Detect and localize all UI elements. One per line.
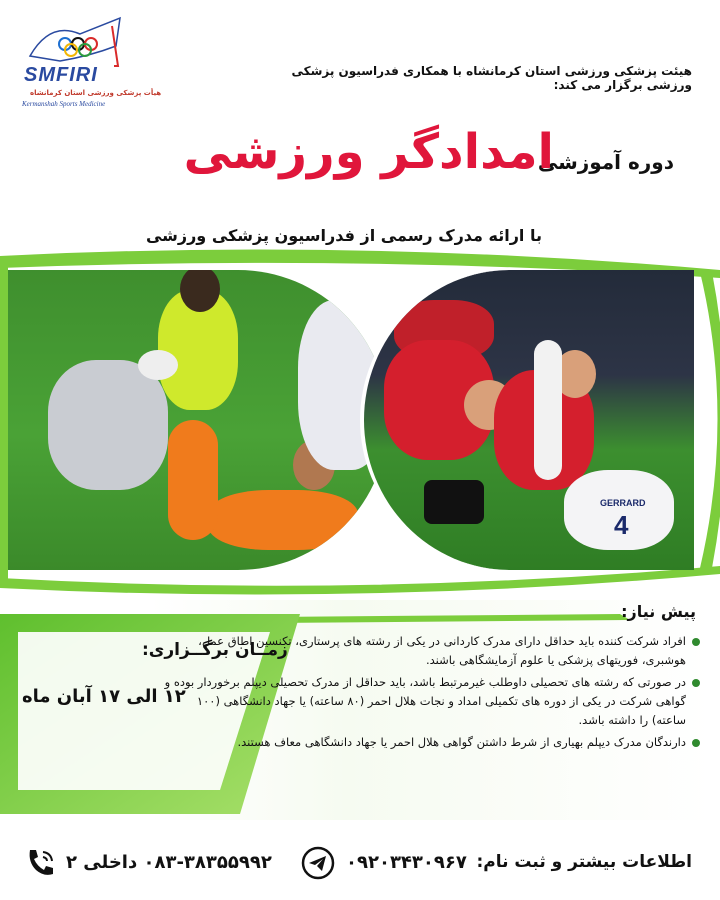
jersey-name: GERRARD bbox=[600, 498, 646, 508]
schedule-value: ۱۲ الی ۱۷ آبان ماه bbox=[22, 686, 186, 707]
photo-field-injury bbox=[8, 270, 388, 570]
telegram-icon bbox=[300, 845, 336, 881]
injured-player-figure bbox=[208, 490, 358, 550]
player-leg bbox=[168, 420, 218, 540]
mobile-number: ۰۹۲۰۳۴۳۰۹۶۷ bbox=[346, 852, 467, 873]
landline-number: ۰۸۳-۳۸۳۵۵۹۹۲ داخلی ۲ bbox=[66, 852, 272, 873]
organizer-line: هیئت پزشکی ورزشی استان کرمانشاه با همکاری فدراسیون پزشکی ورزشی برگزار می کند: bbox=[291, 64, 692, 92]
schedule-label: زمــان برگــزاری: bbox=[142, 640, 288, 660]
certificate-line: با ارائه مدرک رسمی از فدراسیون پزشکی ورزشی bbox=[145, 226, 542, 245]
medical-bag bbox=[424, 480, 484, 524]
course-title: امدادگر ورزشی bbox=[183, 124, 554, 180]
jersey-number: 4 bbox=[614, 510, 629, 540]
list-item: در صورتی که رشته های تحصیلی داوطلب غیرمرتبط باشد، باید حداقل از مدرک تحصیلی دیپلم برخوردار بوده و گواهی شرکت در یکی از دوره های تکمیلی امداد و نجات هلال احمر (۸۰ ساعته) یا جهاد دانشگاهی (۱۰۰ ساعته) را داشته باشد. bbox=[160, 673, 700, 730]
contact-label: اطلاعات بیشتر و ثبت نام: bbox=[476, 852, 692, 872]
photo-stadium-treatment bbox=[360, 270, 694, 570]
course-prefix: دوره آموزشی bbox=[537, 150, 674, 174]
prerequisite-title: پیش نیاز: bbox=[621, 602, 696, 621]
cap bbox=[138, 350, 178, 380]
logo-text: SMFIRI bbox=[24, 64, 98, 86]
list-item: افراد شرکت کننده باید حداقل دارای مدرک کاردانی در یکی از رشته های پرستاری، تکنسین اطاق عمل، هوشبری، فوریتهای پزشکی یا علوم آزمایشگاهی باشند. bbox=[160, 632, 700, 670]
logo-subtitle-en: Kermanshah Sports Medicine bbox=[22, 100, 106, 108]
list-item: دارندگان مدرک دیپلم بهیاری از شرط داشتن گواهی هلال احمر یا جهاد دانشگاهی معاف هستند. bbox=[160, 733, 700, 752]
raised-leg bbox=[534, 340, 562, 480]
logo-subtitle-fa: هیأت پزشکی ورزشی استان کرمانشاه bbox=[30, 89, 162, 97]
medic-kneeling-figure bbox=[48, 360, 168, 490]
phone-icon bbox=[24, 846, 58, 880]
